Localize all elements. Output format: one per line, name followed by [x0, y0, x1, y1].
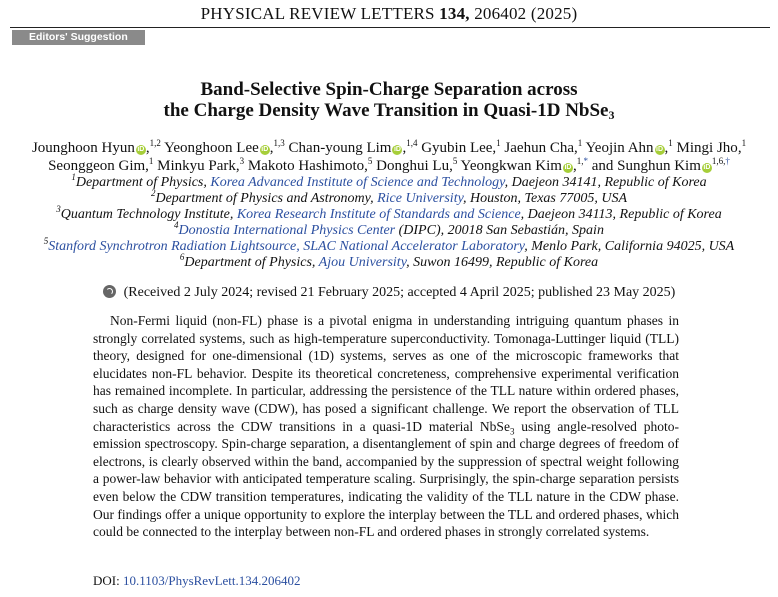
orcid-icon[interactable]: iD	[261, 146, 269, 153]
orcid-icon[interactable]: iD	[564, 164, 572, 171]
author[interactable]: and Sunghun Kim $iD^{1,6,\dagger}$	[591, 156, 730, 174]
orcid-icon[interactable]: iD	[703, 164, 711, 171]
affiliation-2: $^2$Department of Physics and Astronomy, Rice University, Houston, Texas 77005, USA	[150, 188, 628, 206]
affiliations	[0, 172, 778, 271]
journal-name: PHYSICAL REVIEW LETTERS	[200, 4, 435, 23]
title-line-2: the Charge Density Wave Transition in Quasi-1D NbSe$_3$	[163, 100, 615, 122]
affiliation-4: $^4$Donostia International Physics Center (DIPC), 20018 San Sebastián, Spain	[174, 220, 604, 238]
author[interactable]: Chan-young Lim iD ,$^{1,4}$	[288, 138, 418, 156]
affiliation-link[interactable]: Donostia International Physics Center	[178, 223, 396, 238]
affiliation-link[interactable]: Korea Advanced Institute of Science and Technology	[210, 175, 505, 190]
editors-suggestion-badge: Editors' Suggestion	[12, 30, 145, 45]
affiliation-link[interactable]: Rice University	[377, 191, 464, 206]
doi-label: DOI:	[93, 573, 120, 588]
orcid-icon[interactable]: iD	[393, 146, 401, 153]
affiliation-link[interactable]: Korea Research Institute of Standards and Science	[236, 207, 521, 222]
orcid-icon[interactable]: iD	[137, 146, 145, 153]
orcid-icon[interactable]: iD	[656, 146, 664, 153]
corresponding-mark[interactable]: †	[725, 156, 730, 166]
affiliation-1: $^1$Department of Physics, Korea Advanced Institute of Science and Technology, Daejeon 34141, Republic of Korea	[71, 172, 707, 190]
received-text: (Received 2 July 2024; revised 21 February 2025; accepted 4 April 2025; published 23 May 2025)	[123, 285, 676, 300]
doi-link[interactable]: 10.1103/PhysRevLett.134.206402	[122, 573, 301, 588]
crossmark-icon[interactable]	[103, 285, 116, 298]
author-list	[0, 139, 778, 175]
title-line-1: Band-Selective Spin-Charge Separation across	[200, 79, 578, 100]
author[interactable]: Yeojin Ahn iD ,$^1$	[585, 138, 673, 156]
journal-header	[0, 4, 778, 24]
abstract: Non-Fermi liquid (non-FL) phase is a pivotal enigma in understanding intriguing quantum phases in strongly correlated systems, such as high-temperature superconductivity. Tomonaga-Luttinger liquid (TLL) theory, designed for one-dimensional (1D) systems, serves as one of the microscopic frameworks that elucidates non-FL behavior. Despite its theoretical concreteness, comprehensive experimental verification has remained incomplete. In particular, addressing the persistence of the TLL nature within ordered phases, such as charge density wave (CDW), has posed a significant challenge. We report the observation of TLL characteristics across the CDW transitions in a quasi-1D material NbSe$_3$ using angle-resolved photo-emission spectroscopy. Spin-charge separation, a disentanglement of spin and charge degrees of freedom of electrons, is clearly observed within the band, accompanied by the suppression of spectral weight following a power-law behavior with anticipated temperature scaling. Surprisingly, the spin-charge separation persists even below the CDW transition temperatures, indicating the validity of the TLL nature in the CDW phase. Our findings offer a unique opportunity to explore the interplay between the TLL and ordered phases, which could be connected to the interplay between non-FL and ordered phases in strongly correlated systems.	[93, 313, 680, 540]
article-number: 206402 (2025)	[474, 4, 578, 23]
affiliation-link[interactable]: Stanford Synchrotron Radiation Lightsource, SLAC National Accelerator Laboratory	[48, 239, 525, 254]
affiliation-3: $^3$Quantum Technology Institute, Korea Research Institute of Standards and Science, Daejeon 34113, Republic of Korea	[56, 204, 722, 222]
author: Minkyu Park,$^3$	[157, 156, 245, 174]
author: Mingi Jho,$^1$	[676, 138, 747, 156]
affiliation-6: $^6$Department of Physics, Ajou University, Suwon 16499, Republic of Korea	[179, 252, 599, 270]
author: Gyubin Lee,$^1$	[421, 138, 501, 156]
author-line-2	[0, 157, 778, 175]
journal-volume: 134,	[439, 4, 470, 23]
doi-line	[93, 573, 301, 589]
author[interactable]: Yeonghoon Lee iD ,$^{1,3}$	[164, 138, 285, 156]
author: Makoto Hashimoto,$^5$	[247, 156, 373, 174]
received-dates	[0, 285, 778, 301]
affiliation-5: $^5$Stanford Synchrotron Radiation Lightsource, SLAC National Accelerator Laboratory, Menlo Park, California 94025, USA	[43, 236, 735, 254]
author: Donghui Lu,$^5$	[376, 156, 458, 174]
author: Seonggeon Gim,$^1$	[48, 156, 154, 174]
author[interactable]: Yeongkwan Kim iD ,$^{1,*}$	[460, 156, 588, 174]
author[interactable]: Jounghoon Hyun iD ,$^{1,2}$	[31, 138, 161, 156]
header-rule	[10, 27, 770, 28]
affiliation-link[interactable]: Ajou University	[318, 255, 407, 270]
author-line-1	[0, 139, 778, 157]
author: Jaehun Cha,$^1$	[504, 138, 583, 156]
paper-title	[0, 79, 778, 121]
corresponding-mark[interactable]: *	[583, 156, 588, 166]
